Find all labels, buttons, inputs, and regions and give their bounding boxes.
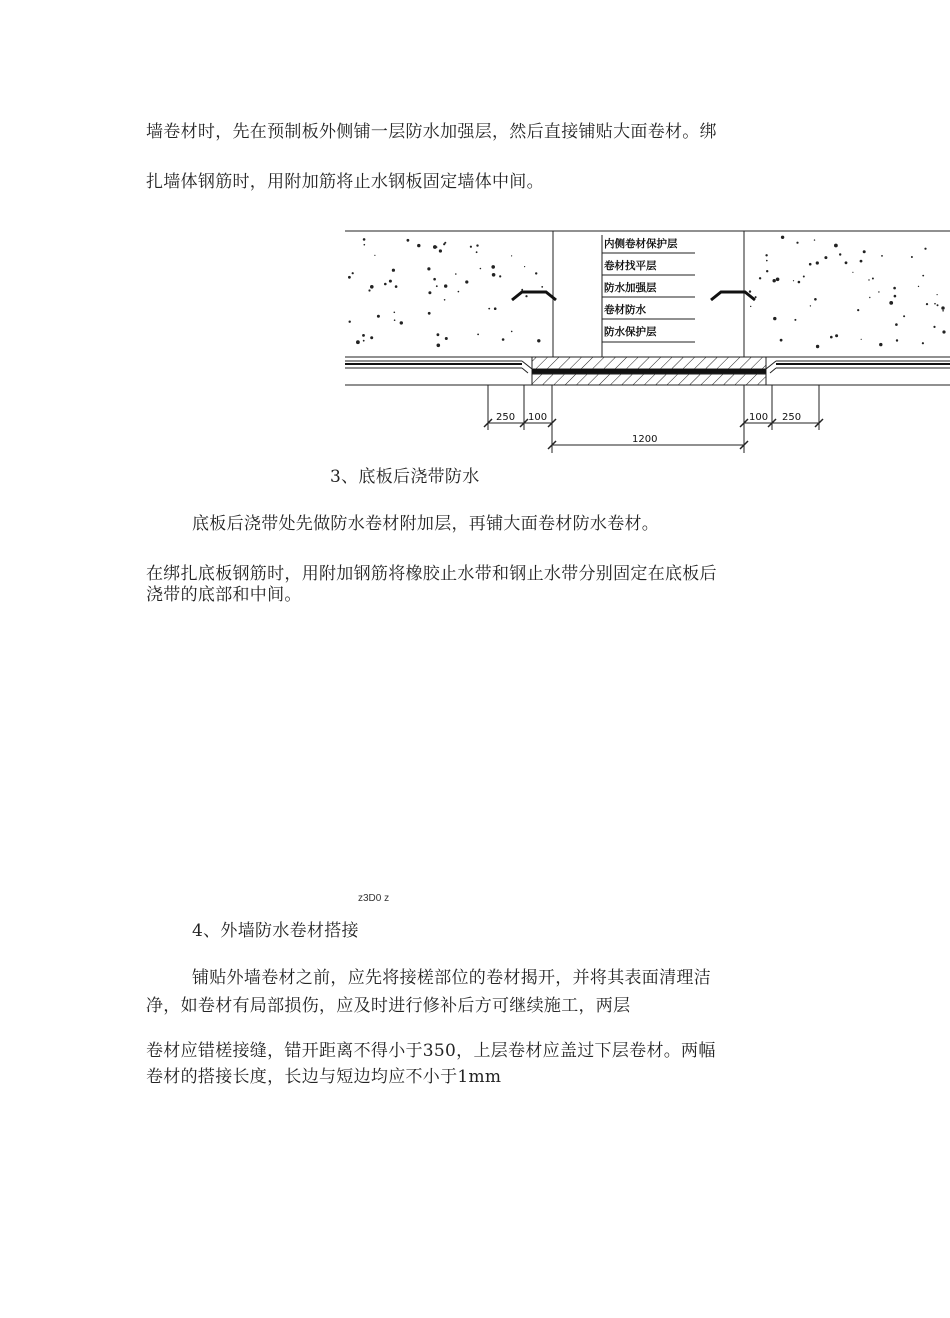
aggregate-dot <box>810 305 811 306</box>
layer-step-right <box>766 361 776 380</box>
aggregate-dot <box>809 263 812 266</box>
aggregate-dot <box>765 254 767 256</box>
aggregate-dot <box>926 303 928 305</box>
aggregate-dot <box>834 244 838 248</box>
aggregate-dot <box>470 246 472 248</box>
aggregate-dot <box>803 276 805 278</box>
aggregate-dot <box>918 286 919 287</box>
aggregate-dot <box>878 291 879 292</box>
aggregate-dot <box>933 326 935 328</box>
aggregate-dot <box>937 304 939 306</box>
aggregate-dot <box>417 244 420 247</box>
aggregate-dot <box>488 308 490 310</box>
paragraph-line-4: 在绑扎底板钢筋时，用附加钢筋将橡胶止水带和钢止水带分别固定在底板后 <box>146 564 717 584</box>
aggregate-dot <box>934 303 936 305</box>
aggregate-dot <box>776 278 780 282</box>
layer-label-1: 内侧卷材保护层 <box>604 238 678 250</box>
aggregate-dot <box>374 255 375 256</box>
aggregate-dot <box>377 315 380 318</box>
aggregate-dot <box>835 334 838 337</box>
reinforcement-layer-bottom <box>532 369 766 374</box>
aggregate-dot <box>370 285 374 289</box>
aggregate-dot <box>830 336 833 339</box>
layer-label-5: 防水保护层 <box>604 326 657 338</box>
aggregate-dot <box>852 272 853 273</box>
aggregate-dot <box>766 270 768 272</box>
aggregate-dot <box>428 291 431 294</box>
aggregate-dot <box>773 279 776 282</box>
aggregate-dot <box>860 260 863 263</box>
aggregate-dot <box>370 336 373 339</box>
aggregate-dot <box>362 334 365 337</box>
layer-step-left <box>522 361 532 380</box>
aggregate-dot <box>794 319 796 321</box>
aggregate-dot <box>922 342 924 344</box>
aggregate-dot <box>437 333 440 336</box>
aggregate-dot <box>796 242 798 244</box>
figure-placeholder-mark: z3D0 z <box>358 893 390 904</box>
aggregate-dot <box>384 283 387 286</box>
post-pour-hatched-layer <box>532 357 766 369</box>
aggregate-dot <box>922 275 924 277</box>
aggregate-dot <box>911 256 913 258</box>
aggregate-dot <box>491 265 495 269</box>
aggregate-dot <box>356 340 360 344</box>
aggregate-dot <box>389 280 392 283</box>
aggregate-dot <box>816 261 819 264</box>
aggregate-dot <box>443 243 445 245</box>
aggregate-dot <box>839 253 841 255</box>
aggregate-dot <box>868 279 869 280</box>
aggregate-dot <box>541 286 543 288</box>
aggregate-dot <box>428 312 431 315</box>
steel-waterstop-left <box>512 292 556 300</box>
aggregate-dot <box>439 249 442 252</box>
aggregate-dot <box>879 343 882 346</box>
aggregate-dot <box>400 321 403 324</box>
aggregate-dot <box>814 239 815 240</box>
aggregate-dot <box>755 296 757 298</box>
aggregate-dot <box>444 299 446 301</box>
aggregate-dot <box>857 309 859 311</box>
aggregate-dot <box>773 317 776 320</box>
aggregate-dot <box>476 244 478 246</box>
aggregate-dot <box>427 267 430 270</box>
section-3-caption: 3、底板后浇带防水 <box>330 467 480 487</box>
aggregate-dot <box>465 280 468 283</box>
aggregate-dot <box>759 277 761 279</box>
aggregate-dot <box>881 255 883 257</box>
aggregate-dot <box>433 245 437 249</box>
aggregate-dot <box>824 256 827 259</box>
aggregate-dot <box>798 281 801 284</box>
aggregate-dot <box>894 295 897 298</box>
aggregate-dot <box>780 339 783 342</box>
aggregate-dot <box>766 260 768 262</box>
section-4-heading: 4、外墙防水卷材搭接 <box>192 921 359 941</box>
aggregate-dot <box>499 275 501 277</box>
aggregate-dot <box>816 345 819 348</box>
aggregate-dot <box>348 276 351 279</box>
aggregate-dot <box>937 294 938 295</box>
aggregate-dot <box>942 310 944 312</box>
aggregate-dot <box>872 278 874 280</box>
aggregate-dot <box>896 339 898 341</box>
dimension-left-100: 100 <box>528 412 548 423</box>
aggregate-dot <box>445 337 448 340</box>
paragraph-line-1: 墙卷材时，先在预制板外侧铺一层防水加强层，然后直接铺贴大面卷材。绑 <box>146 122 717 142</box>
aggregate-dot <box>407 239 410 242</box>
paragraph-line-5: 浇带的底部和中间。 <box>146 585 302 605</box>
aggregate-dot <box>861 339 862 340</box>
aggregate-dot <box>924 248 926 250</box>
aggregate-dot <box>869 297 870 298</box>
paragraph-line-2: 扎墙体钢筋时，用附加筋将止水钢板固定墙体中间。 <box>146 172 544 192</box>
aggregate-dot <box>394 312 396 314</box>
aggregate-dot <box>458 291 460 293</box>
aggregate-dot <box>364 244 366 246</box>
aggregate-dot <box>433 278 436 281</box>
post-pour-strip-diagram <box>340 225 950 460</box>
aggregate-dot <box>893 287 896 290</box>
aggregate-dot <box>903 315 905 317</box>
aggregate-dot <box>781 236 784 239</box>
aggregate-dot <box>363 238 366 241</box>
aggregate-dot <box>395 285 398 288</box>
aggregate-dot <box>511 255 512 256</box>
aggregate-dot <box>889 301 893 305</box>
aggregate-dot <box>749 290 751 292</box>
aggregate-dot <box>535 272 537 274</box>
aggregate-dot <box>511 331 513 333</box>
aggregate-dot <box>349 321 351 323</box>
dimension-left-250: 250 <box>496 412 516 423</box>
aggregate-dot <box>352 272 354 274</box>
aggregate-dot <box>477 334 479 336</box>
aggregate-dot <box>494 307 497 310</box>
paragraph-line-7: 净，如卷材有局部损伤，应及时进行修补后方可继续施工，两层 <box>146 996 631 1016</box>
aggregate-dot <box>502 338 505 341</box>
paragraph-line-8: 卷材应错槎接缝，错开距离不得小于350，上层卷材应盖过下层卷材。两幅 <box>146 1041 716 1061</box>
aggregate-dot <box>436 285 438 287</box>
paragraph-line-3: 底板后浇带处先做防水卷材附加层，再铺大面卷材防水卷材。 <box>192 514 660 534</box>
aggregate-dot <box>845 261 848 264</box>
aggregate-dot <box>525 295 527 297</box>
dimension-right-250: 250 <box>782 412 802 423</box>
paragraph-line-9: 卷材的搭接长度，长边与短边均应不小于1mm <box>146 1067 502 1087</box>
aggregate-dot <box>863 250 866 253</box>
aggregate-dot <box>537 339 540 342</box>
layer-label-4: 卷材防水 <box>604 304 646 316</box>
aggregate-dot <box>363 340 365 342</box>
aggregate-dot <box>476 251 478 253</box>
aggregate-dot <box>521 289 523 291</box>
aggregate-dot <box>492 273 496 277</box>
layer-label-3: 防水加强层 <box>604 282 657 294</box>
aggregate-dot <box>793 280 794 281</box>
steel-waterstop-right <box>711 292 755 300</box>
aggregate-dot <box>392 269 395 272</box>
aggregate-dot <box>524 266 525 267</box>
aggregate-dot <box>942 330 945 333</box>
layer-label-2: 卷材找平层 <box>604 260 657 272</box>
dimension-right-100: 100 <box>749 412 769 423</box>
aggregate-dot <box>368 289 370 291</box>
aggregate-dot <box>437 344 441 348</box>
aggregate-dot <box>394 319 396 321</box>
aggregate-dot <box>444 284 447 287</box>
aggregate-dot <box>941 306 944 309</box>
dimension-center-1200: 1200 <box>632 434 658 445</box>
aggregate-dot <box>480 268 482 270</box>
paragraph-line-6: 铺贴外墙卷材之前，应先将接槎部位的卷材揭开，并将其表面清理洁 <box>192 968 711 988</box>
aggregate-dot <box>455 273 457 275</box>
aggregate-dot <box>750 306 751 307</box>
aggregate-dot <box>895 323 898 326</box>
aggregate-dot <box>814 298 817 301</box>
